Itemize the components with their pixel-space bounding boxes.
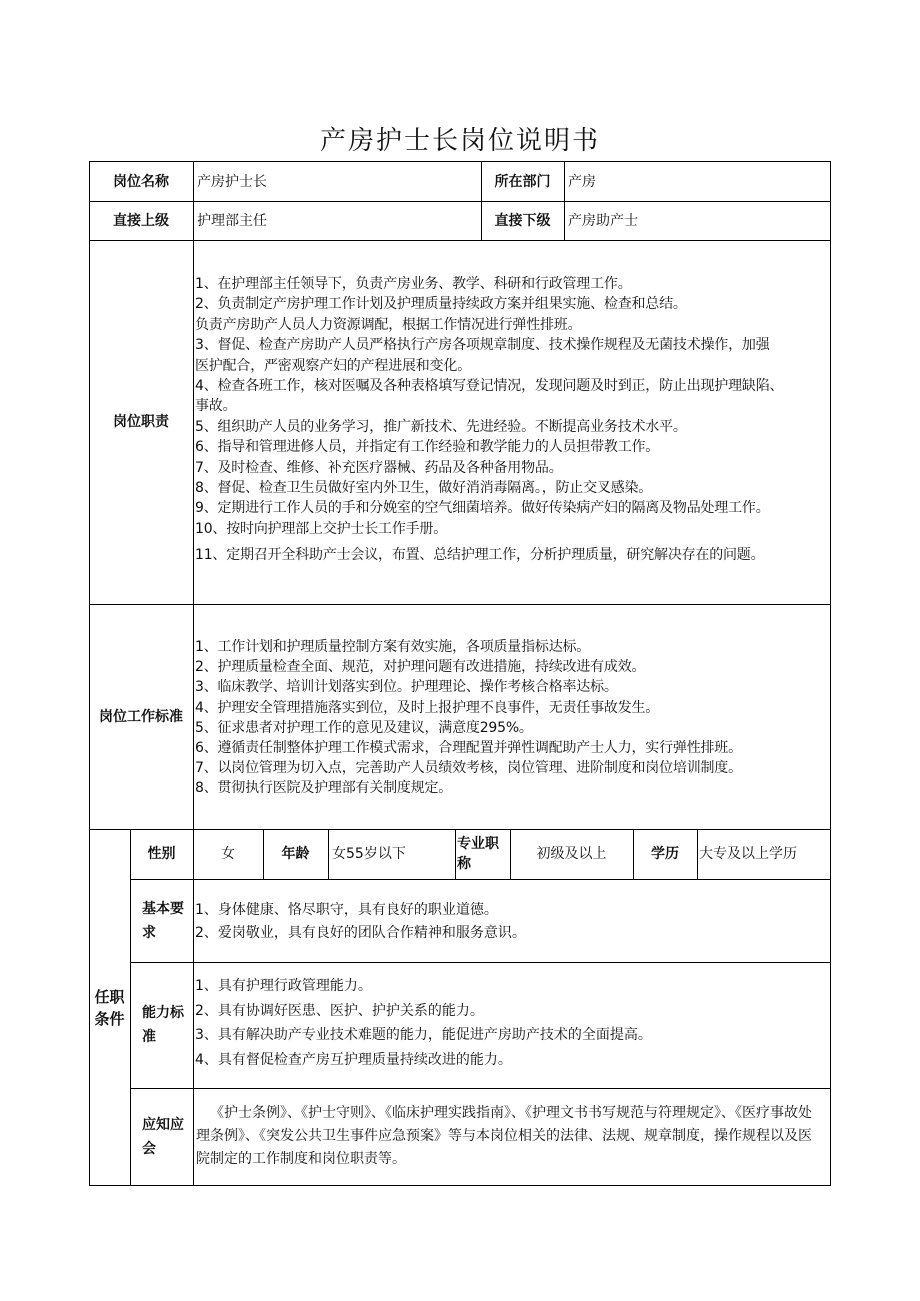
ability-item: 2、具有协调好医患、医护、护护关系的能力。 bbox=[195, 1002, 484, 1019]
duty-item: 4、检查各班工作，核对医嘱及各种表格填写登记情况，发现问题及时到正，防止出现护理缺陷、 bbox=[195, 378, 784, 395]
duties-list bbox=[195, 274, 831, 566]
qualifications-label: 任职条件 bbox=[94, 987, 125, 1028]
department-value: 产房 bbox=[568, 173, 596, 190]
title-value: 初级及以上 bbox=[536, 846, 607, 862]
basic-req-label: 基本要求 bbox=[142, 900, 184, 941]
education-label: 学历 bbox=[651, 846, 679, 862]
duty-item: 9、定期进行工作人员的手和分娩室的空气细菌培养。做好传染病产妇的隔离及物品处理工作。 bbox=[195, 500, 770, 517]
duty-item: 负责产房助产人员人力资源调配，根据工作情况进行弹性排班。 bbox=[195, 316, 582, 333]
standard-item: 7、以岗位管理为切入点，完善助产人员绩效考核，岗位管理、进阶制度和岗位培训制度。 bbox=[195, 760, 742, 777]
basic-req-item: 2、爱岗敬业，具有良好的团队合作精神和服务意识。 bbox=[195, 925, 526, 941]
age-value: 女55岁以下 bbox=[332, 846, 406, 862]
education-value: 大专及以上学历 bbox=[699, 846, 797, 862]
ability-item: 4、具有督促检查产房互护理质量持续改进的能力。 bbox=[195, 1051, 512, 1068]
ability-item: 1、具有护理行政管理能力。 bbox=[195, 978, 372, 994]
title-label: 专业职称 bbox=[457, 836, 499, 872]
standard-item: 6、遵循责任制整体护理工作模式需求，合理配置并弹性调配助产士人力，实行弹性排班。 bbox=[195, 740, 742, 757]
duty-item: 3、督促、检查产房助产人员严格执行产房各项规章制度、技术操作规程及无菌技术操作，加强 bbox=[195, 337, 770, 354]
standard-item: 4、护理安全管理措施落实到位，及时上报护理不良事件，无责任事故发生。 bbox=[195, 699, 660, 716]
gender-label: 性别 bbox=[147, 846, 176, 862]
basic-req-list bbox=[195, 899, 825, 945]
standard-item: 2、护理质量检查全面、规范，对护理问题有改进措施，持续改进有成效。 bbox=[195, 659, 646, 676]
ability-label: 能力标准 bbox=[142, 1005, 184, 1045]
standards-label: 岗位工作标准 bbox=[99, 708, 183, 725]
duty-item: 6、指导和管理进修人员，并指定有工作经验和教学能力的人员担带教工作。 bbox=[195, 439, 660, 456]
ability-list bbox=[195, 974, 825, 1072]
row-divider bbox=[130, 962, 831, 963]
basic-req-item: 1、身体健康、恪尽职守，具有良好的职业道德。 bbox=[195, 902, 498, 918]
standard-item: 8、贯彻执行医院及护理部有关制度规定。 bbox=[195, 780, 453, 797]
col-divider bbox=[130, 829, 131, 1186]
duty-item: 1、在护理部主任领导下，负责产房业务、教学、科研和行政管理工作。 bbox=[195, 276, 632, 292]
col-divider bbox=[193, 829, 194, 1186]
row-divider bbox=[130, 879, 831, 880]
subordinate-label: 直接下级 bbox=[494, 212, 551, 229]
duty-item: 11、定期召开全科助产士会议，布置、总结护理工作，分析护理质量，研究解决存在的问题。 bbox=[195, 547, 765, 564]
duty-item: 事故。 bbox=[195, 398, 237, 415]
gender-value: 女 bbox=[221, 846, 235, 862]
duty-item: 10、按时向护理部上交护士长工作手册。 bbox=[195, 520, 448, 537]
knowledge-text: 《护士条例》、《护士守则》、《临床护理实践指南》、《护理文书书写规范与符理规定》、《医疗事故处理条例》、《突发公共卫生事件应急预案》等与本岗位相关的法律、法规、规章制度，操作规程以及医院制定的工作制度和岗位职责等。 bbox=[196, 1105, 812, 1167]
duty-item: 医护配合，严密观察产妇的产程进展和变化。 bbox=[195, 357, 471, 374]
duty-item: 2、负责制定产房护理工作计划及护理质量持续政方案并组果实施、检查和总结。 bbox=[195, 296, 687, 313]
page-title: 产房护士长岗位说明书 bbox=[319, 126, 600, 156]
duty-item: 8、督促、检查卫生员做好室内外卫生，做好消消毒隔离。，防止交叉感染。 bbox=[195, 480, 653, 497]
row-divider bbox=[130, 1088, 831, 1089]
row-divider bbox=[89, 604, 831, 605]
position-name-value: 产房护士长 bbox=[197, 173, 267, 190]
duties-label: 岗位职责 bbox=[113, 414, 169, 430]
knowledge-label: 应知应会 bbox=[142, 1117, 184, 1157]
standard-item: 5、征求患者对护理工作的意见及建议，满意度295%。 bbox=[195, 719, 533, 736]
standards-list bbox=[195, 637, 831, 799]
ability-item: 3、具有解决助产专业技术难题的能力，能促进产房助产技术的全面提高。 bbox=[195, 1027, 652, 1043]
age-label: 年龄 bbox=[281, 846, 310, 862]
subordinate-value: 产房助产士 bbox=[568, 212, 638, 229]
duty-item: 5、组织助产人员的业务学习，推广新技术、先进经验。不断提高业务技术水平。 bbox=[195, 418, 687, 435]
row-divider bbox=[89, 240, 831, 241]
col-divider bbox=[455, 829, 456, 879]
superior-label: 直接上级 bbox=[113, 212, 169, 229]
duty-item: 7、及时检查、维修、补充医疗器械、药品及各种备用物品。 bbox=[195, 459, 563, 476]
position-name-label: 岗位名称 bbox=[113, 173, 169, 190]
standard-item: 1、工作计划和护理质量控制方案有效实施，各项质量指标达标。 bbox=[195, 639, 591, 655]
col-divider bbox=[193, 161, 194, 829]
department-label: 所在部门 bbox=[494, 173, 551, 190]
standard-item: 3、临床教学、培训计划落实到位。护理理论、操作考核合格率达标。 bbox=[195, 679, 618, 696]
superior-value: 护理部主任 bbox=[197, 212, 267, 229]
